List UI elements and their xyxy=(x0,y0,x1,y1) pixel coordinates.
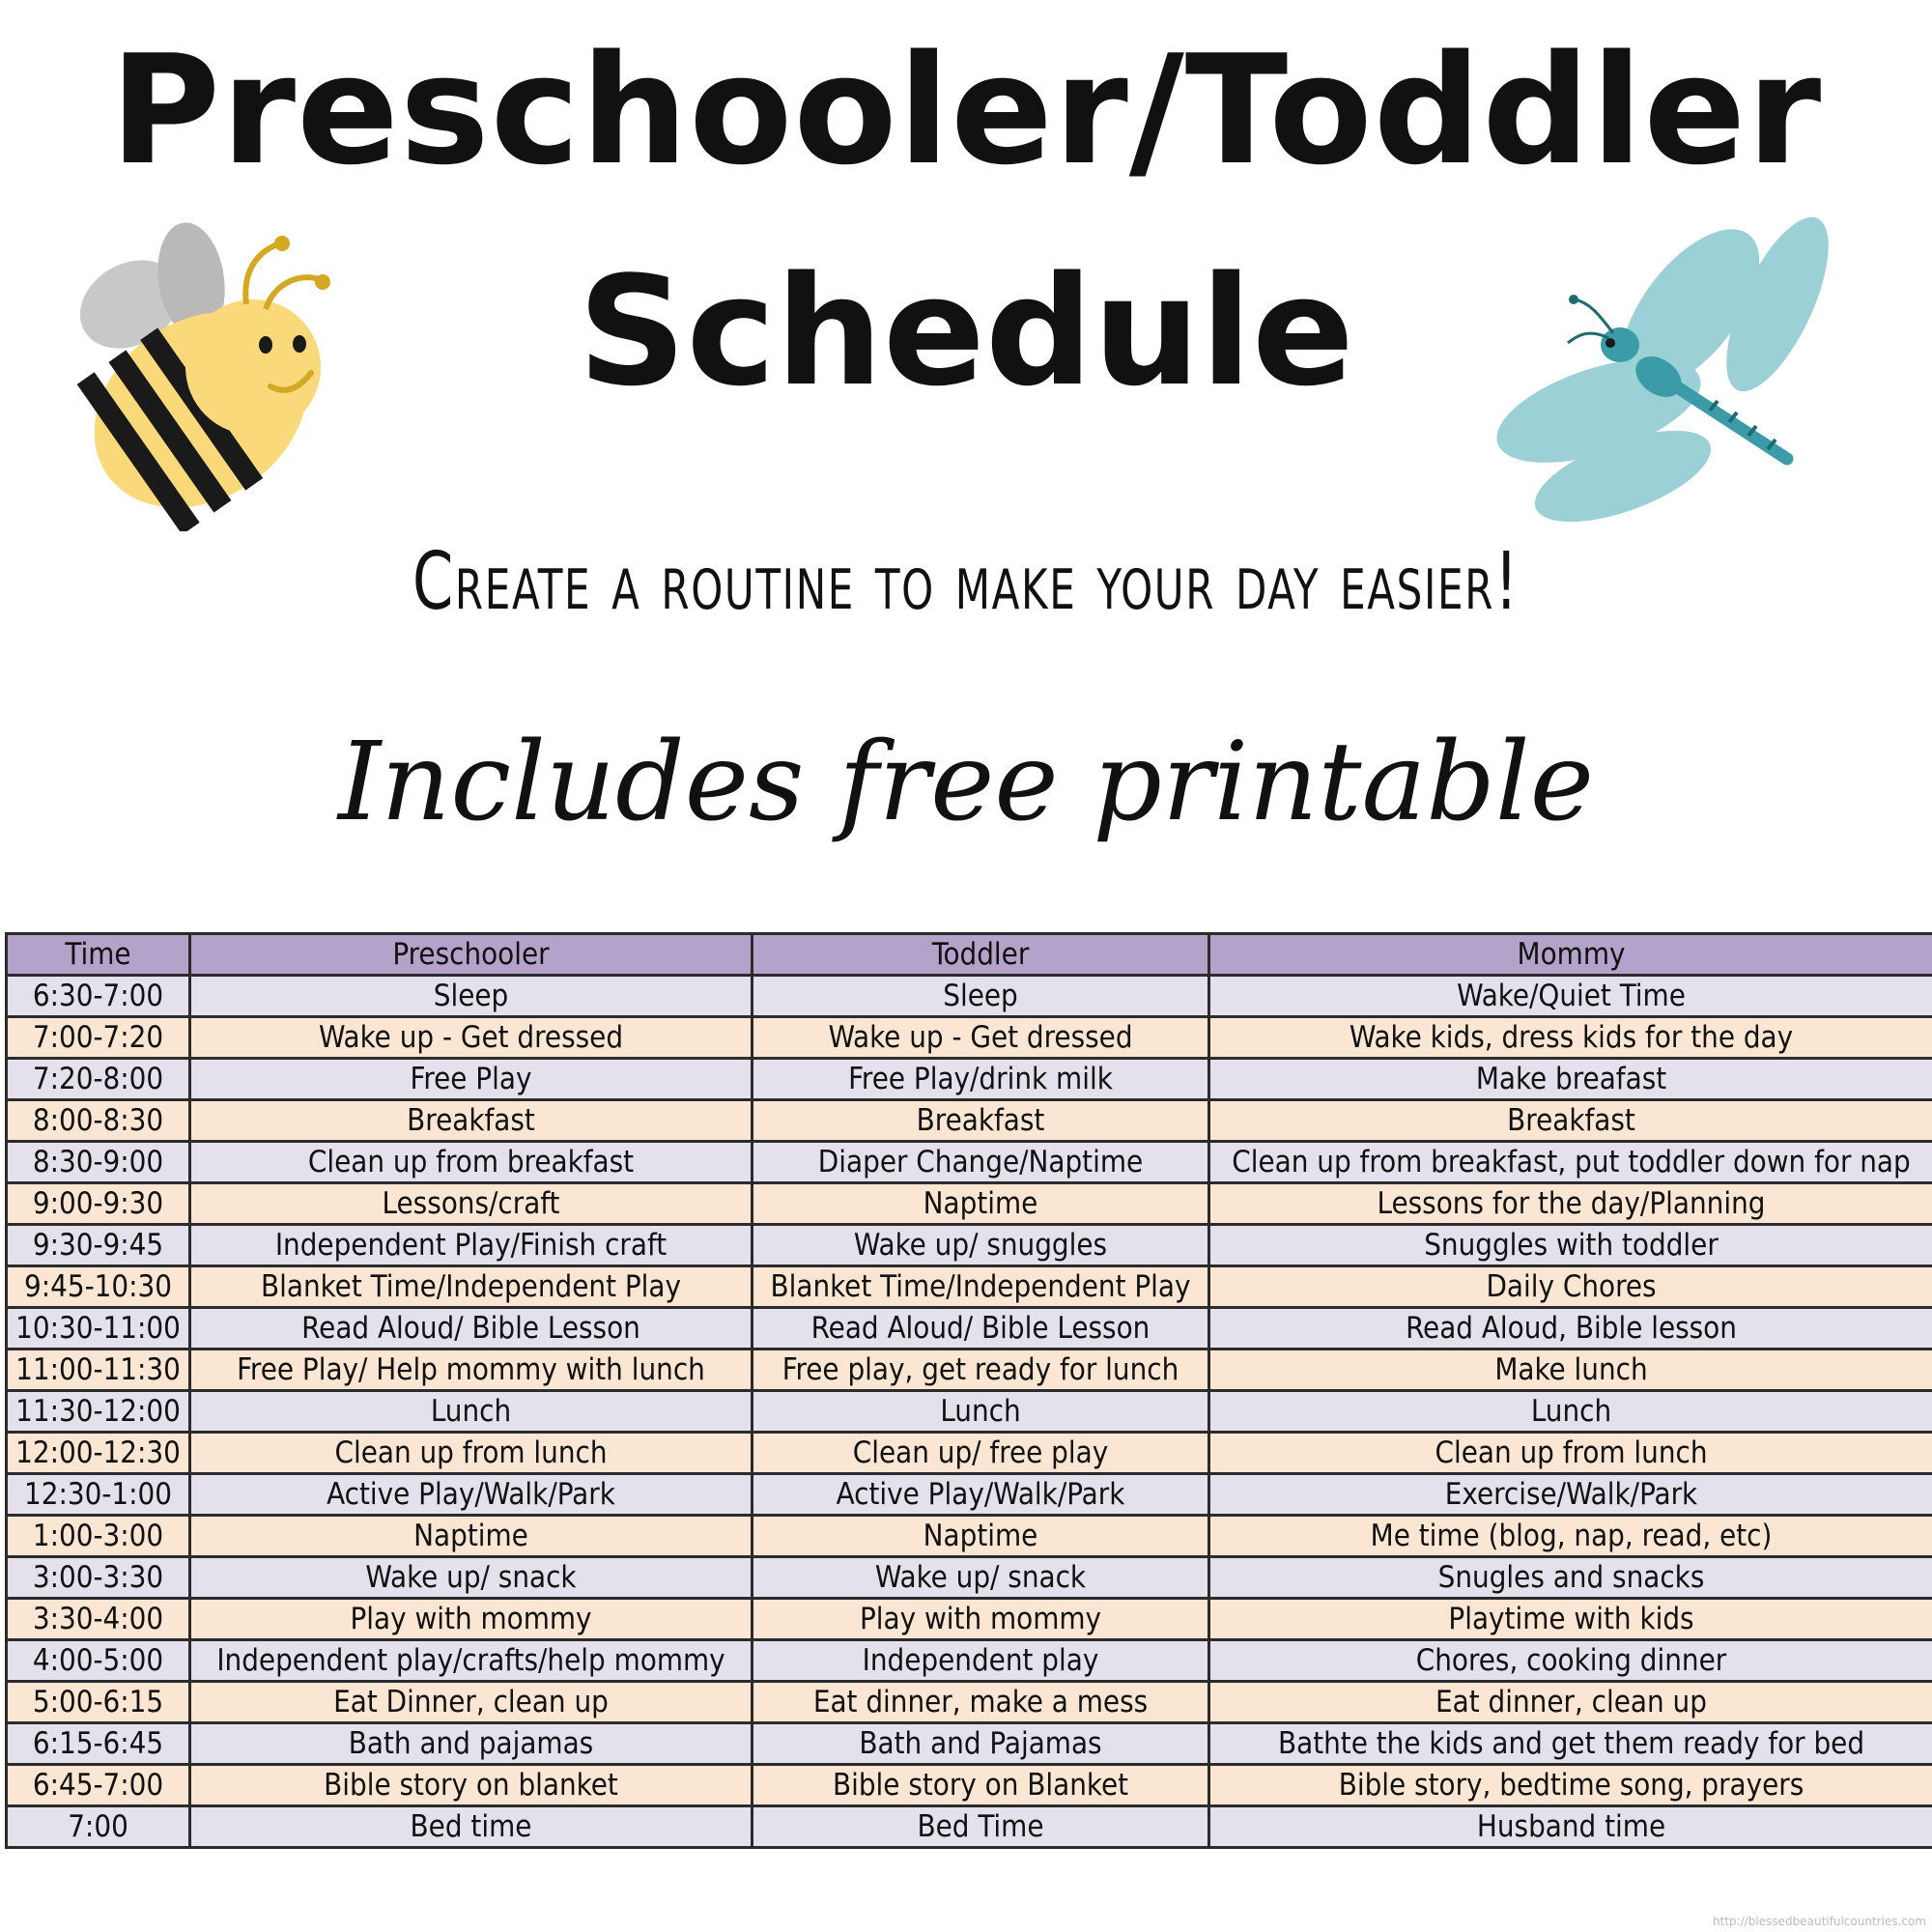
page-title-line1: Preschooler/Toddler xyxy=(109,22,1823,198)
cell-mommy: Lessons for the day/Planning xyxy=(1209,1183,1932,1225)
table-row xyxy=(7,1225,1932,1266)
cell-preschooler: Blanket Time/Independent Play xyxy=(190,1266,753,1308)
page-title-line2: Schedule xyxy=(578,243,1354,419)
cell-toddler: Free Play/drink milk xyxy=(753,1059,1209,1100)
tagline: Includes free printable xyxy=(337,720,1595,845)
table-row xyxy=(7,1516,1932,1557)
schedule-table xyxy=(5,932,1932,1849)
cell-time: 6:30-7:00 xyxy=(7,976,190,1017)
table-row xyxy=(7,1308,1932,1350)
cell-time: 3:00-3:30 xyxy=(7,1557,190,1599)
cell-toddler: Free play, get ready for lunch xyxy=(753,1350,1209,1391)
cell-preschooler: Read Aloud/ Bible Lesson xyxy=(190,1308,753,1350)
cell-time: 9:30-9:45 xyxy=(7,1225,190,1266)
table-row xyxy=(7,1599,1932,1640)
dragonfly-icon xyxy=(1492,217,1889,526)
table-row xyxy=(7,1017,1932,1059)
table-row xyxy=(7,1059,1932,1100)
cell-preschooler: Eat Dinner, clean up xyxy=(190,1682,753,1723)
watermark: http://blessedbeautifulcountries.com xyxy=(1713,1915,1926,1928)
cell-mommy: Snugles and snacks xyxy=(1209,1557,1932,1599)
cell-time: 7:00 xyxy=(7,1806,190,1848)
cell-toddler: Diaper Change/Naptime xyxy=(753,1142,1209,1183)
cell-time: 9:00-9:30 xyxy=(7,1183,190,1225)
table-row xyxy=(7,1391,1932,1433)
cell-mommy: Make breafast xyxy=(1209,1059,1932,1100)
header-preschooler: Preschooler xyxy=(190,934,753,976)
cell-mommy: Playtime with kids xyxy=(1209,1599,1932,1640)
cell-toddler: Naptime xyxy=(753,1516,1209,1557)
cell-toddler: Lunch xyxy=(753,1391,1209,1433)
cell-time: 5:00-6:15 xyxy=(7,1682,190,1723)
cell-toddler: Clean up/ free play xyxy=(753,1433,1209,1474)
cell-time: 3:30-4:00 xyxy=(7,1599,190,1640)
table-row xyxy=(7,1806,1932,1848)
cell-mommy: Lunch xyxy=(1209,1391,1932,1433)
cell-preschooler: Bible story on blanket xyxy=(190,1765,753,1806)
cell-toddler: Breakfast xyxy=(753,1100,1209,1142)
cell-mommy: Wake/Quiet Time xyxy=(1209,976,1932,1017)
cell-time: 6:45-7:00 xyxy=(7,1765,190,1806)
cell-time: 11:00-11:30 xyxy=(7,1350,190,1391)
cell-toddler: Naptime xyxy=(753,1183,1209,1225)
cell-mommy: Snuggles with toddler xyxy=(1209,1225,1932,1266)
table-row xyxy=(7,1640,1932,1682)
cell-mommy: Chores, cooking dinner xyxy=(1209,1640,1932,1682)
cell-time: 1:00-3:00 xyxy=(7,1516,190,1557)
cell-mommy: Make lunch xyxy=(1209,1350,1932,1391)
cell-preschooler: Active Play/Walk/Park xyxy=(190,1474,753,1516)
cell-time: 8:30-9:00 xyxy=(7,1142,190,1183)
cell-toddler: Bath and Pajamas xyxy=(753,1723,1209,1765)
table-row xyxy=(7,1266,1932,1308)
cell-preschooler: Bath and pajamas xyxy=(190,1723,753,1765)
cell-toddler: Wake up - Get dressed xyxy=(753,1017,1209,1059)
cell-toddler: Wake up/ snuggles xyxy=(753,1225,1209,1266)
cell-time: 9:45-10:30 xyxy=(7,1266,190,1308)
cell-mommy: Eat dinner, clean up xyxy=(1209,1682,1932,1723)
cell-preschooler: Bed time xyxy=(190,1806,753,1848)
cell-toddler: Read Aloud/ Bible Lesson xyxy=(753,1308,1209,1350)
cell-preschooler: Clean up from breakfast xyxy=(190,1142,753,1183)
cell-mommy: Breakfast xyxy=(1209,1100,1932,1142)
cell-mommy: Exercise/Walk/Park xyxy=(1209,1474,1932,1516)
cell-mommy: Bathte the kids and get them ready for bed xyxy=(1209,1723,1932,1765)
cell-mommy: Daily Chores xyxy=(1209,1266,1932,1308)
cell-toddler: Bible story on Blanket xyxy=(753,1765,1209,1806)
header-mommy: Mommy xyxy=(1209,934,1932,976)
cell-toddler: Play with mommy xyxy=(753,1599,1209,1640)
table-row xyxy=(7,1100,1932,1142)
table-row xyxy=(7,1682,1932,1723)
cell-toddler: Eat dinner, make a mess xyxy=(753,1682,1209,1723)
table-row xyxy=(7,1474,1932,1516)
table-row xyxy=(7,1723,1932,1765)
table-row xyxy=(7,1350,1932,1391)
cell-toddler: Wake up/ snack xyxy=(753,1557,1209,1599)
cell-time: 7:00-7:20 xyxy=(7,1017,190,1059)
cell-toddler: Blanket Time/Independent Play xyxy=(753,1266,1209,1308)
cell-time: 12:00-12:30 xyxy=(7,1433,190,1474)
table-header-row xyxy=(7,934,1932,976)
header-toddler: Toddler xyxy=(753,934,1209,976)
cell-preschooler: Play with mommy xyxy=(190,1599,753,1640)
cell-time: 11:30-12:00 xyxy=(7,1391,190,1433)
table-row xyxy=(7,1557,1932,1599)
cell-preschooler: Independent Play/Finish craft xyxy=(190,1225,753,1266)
cell-time: 6:15-6:45 xyxy=(7,1723,190,1765)
cell-preschooler: Lunch xyxy=(190,1391,753,1433)
cell-time: 12:30-1:00 xyxy=(7,1474,190,1516)
bee-icon xyxy=(39,222,348,531)
cell-time: 7:20-8:00 xyxy=(7,1059,190,1100)
cell-time: 8:00-8:30 xyxy=(7,1100,190,1142)
cell-mommy: Husband time xyxy=(1209,1806,1932,1848)
cell-preschooler: Wake up/ snack xyxy=(190,1557,753,1599)
cell-toddler: Independent play xyxy=(753,1640,1209,1682)
cell-preschooler: Naptime xyxy=(190,1516,753,1557)
cell-mommy: Clean up from lunch xyxy=(1209,1433,1932,1474)
table-row xyxy=(7,1142,1932,1183)
cell-mommy: Clean up from breakfast, put toddler down for nap xyxy=(1209,1142,1932,1183)
cell-preschooler: Sleep xyxy=(190,976,753,1017)
table-row xyxy=(7,976,1932,1017)
cell-mommy: Wake kids, dress kids for the day xyxy=(1209,1017,1932,1059)
cell-preschooler: Breakfast xyxy=(190,1100,753,1142)
cell-toddler: Sleep xyxy=(753,976,1209,1017)
cell-mommy: Read Aloud, Bible lesson xyxy=(1209,1308,1932,1350)
cell-time: 10:30-11:00 xyxy=(7,1308,190,1350)
cell-preschooler: Lessons/craft xyxy=(190,1183,753,1225)
cell-preschooler: Free Play xyxy=(190,1059,753,1100)
cell-preschooler: Wake up - Get dressed xyxy=(190,1017,753,1059)
cell-preschooler: Free Play/ Help mommy with lunch xyxy=(190,1350,753,1391)
cell-toddler: Active Play/Walk/Park xyxy=(753,1474,1209,1516)
subtitle: Create a routine to make your day easier! xyxy=(412,536,1520,628)
cell-mommy: Bible story, bedtime song, prayers xyxy=(1209,1765,1932,1806)
table-row xyxy=(7,1765,1932,1806)
cell-time: 4:00-5:00 xyxy=(7,1640,190,1682)
cell-mommy: Me time (blog, nap, read, etc) xyxy=(1209,1516,1932,1557)
cell-preschooler: Independent play/crafts/help mommy xyxy=(190,1640,753,1682)
cell-toddler: Bed Time xyxy=(753,1806,1209,1848)
table-row xyxy=(7,1183,1932,1225)
cell-preschooler: Clean up from lunch xyxy=(190,1433,753,1474)
header-time: Time xyxy=(7,934,190,976)
table-row xyxy=(7,1433,1932,1474)
